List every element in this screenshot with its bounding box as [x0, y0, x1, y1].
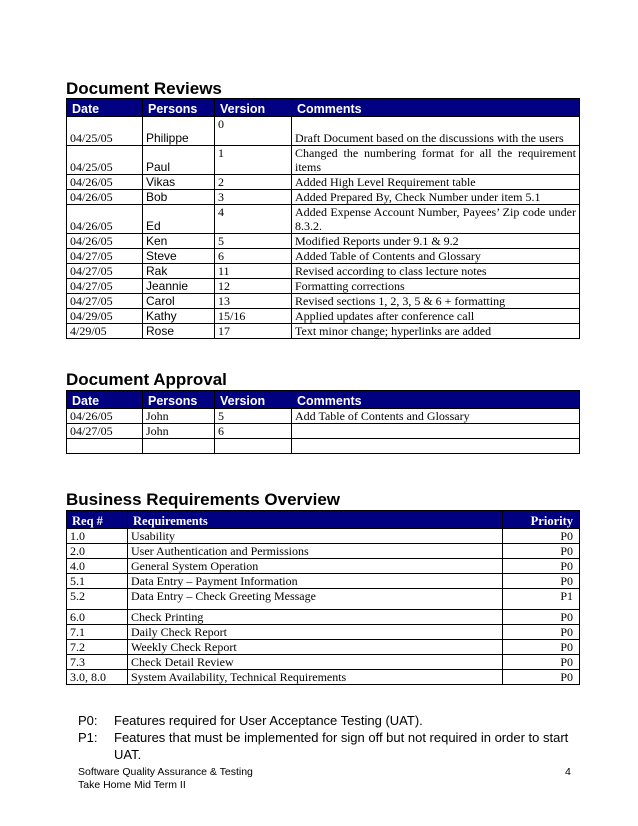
table-row: [67, 544, 580, 559]
cell-comment: Applied updates after conference call: [292, 309, 580, 324]
cell-person: John: [143, 424, 215, 439]
table-row: [67, 175, 580, 190]
cell-comment: Draft Document based on the discussions with the users: [292, 117, 580, 146]
table-row: [67, 249, 580, 264]
cell-date: [67, 439, 143, 454]
table-row: [67, 670, 580, 685]
cell-requirement: General System Operation: [128, 559, 503, 574]
approval-table: [66, 390, 580, 454]
cell-version: 1: [215, 146, 292, 175]
cell-person: Steve: [143, 249, 215, 264]
cell-person: Bob: [143, 190, 215, 205]
table-row: [67, 610, 580, 625]
cell-comment: Revised according to class lecture notes: [292, 264, 580, 279]
table-row: [67, 559, 580, 574]
table-row: [67, 529, 580, 544]
cell-comment: Added Prepared By, Check Number under item 5.1: [292, 190, 580, 205]
col-requirements-header: Requirements: [128, 511, 503, 529]
cell-req-number: 7.1: [67, 625, 128, 640]
cell-version: 6: [215, 249, 292, 264]
cell-requirement: Check Printing: [128, 610, 503, 625]
table-row: [67, 324, 580, 339]
cell-version: 4: [215, 205, 292, 234]
cell-version: 5: [215, 234, 292, 249]
legend-text: Features required for User Acceptance Testing (UAT).: [114, 713, 423, 728]
table-row: [67, 424, 580, 439]
cell-comment: [292, 439, 580, 454]
table-row: [67, 190, 580, 205]
table-row: [67, 655, 580, 670]
cell-comment: Modified Reports under 9.1 & 9.2: [292, 234, 580, 249]
cell-version: 0: [215, 117, 292, 146]
legend-text: Features that must be implemented for sign off but not required in order to start UAT.: [114, 730, 569, 762]
cell-date: 04/26/05: [67, 190, 143, 205]
approval-heading: Document Approval: [66, 370, 227, 389]
cell-req-number: 5.2: [67, 589, 128, 610]
cell-priority: P0: [503, 670, 580, 685]
table-row: [67, 205, 580, 234]
table-row: [67, 146, 580, 175]
cell-person: Ed: [143, 205, 215, 234]
approval-header-row: [67, 391, 580, 409]
cell-version: 6: [215, 424, 292, 439]
cell-person: [143, 439, 215, 454]
col-comments-header: Comments: [292, 391, 580, 409]
overview-table: [66, 510, 580, 685]
cell-priority: P0: [503, 625, 580, 640]
page-footer: [78, 766, 253, 792]
cell-version: 13: [215, 294, 292, 309]
cell-priority: P0: [503, 640, 580, 655]
cell-version: 17: [215, 324, 292, 339]
legend-key: P1:: [78, 730, 98, 745]
cell-date: 4/29/05: [67, 324, 143, 339]
cell-person: Jeannie: [143, 279, 215, 294]
cell-version: [215, 439, 292, 454]
cell-req-number: 5.1: [67, 574, 128, 589]
cell-requirement: Usability: [128, 529, 503, 544]
cell-comment: [292, 424, 580, 439]
cell-req-number: 7.3: [67, 655, 128, 670]
cell-person: Vikas: [143, 175, 215, 190]
cell-comment: Added Expense Account Number, Payees’ Zip code under 8.3.2.: [292, 205, 580, 234]
legend-p1: [78, 729, 578, 763]
cell-person: Carol: [143, 294, 215, 309]
cell-priority: P1: [503, 589, 580, 610]
cell-person: Ken: [143, 234, 215, 249]
cell-date: 04/27/05: [67, 279, 143, 294]
cell-version: 11: [215, 264, 292, 279]
cell-priority: P0: [503, 655, 580, 670]
cell-person: Rak: [143, 264, 215, 279]
cell-comment: Formatting corrections: [292, 279, 580, 294]
cell-comment: Add Table of Contents and Glossary: [292, 409, 580, 424]
table-row: [67, 279, 580, 294]
cell-version: 3: [215, 190, 292, 205]
cell-version: 5: [215, 409, 292, 424]
cell-date: 04/26/05: [67, 205, 143, 234]
cell-req-number: 7.2: [67, 640, 128, 655]
col-persons-header: Persons: [143, 99, 215, 117]
cell-req-number: 3.0, 8.0: [67, 670, 128, 685]
cell-comment: Changed the numbering format for all the requirement items: [292, 146, 580, 175]
cell-date: 04/25/05: [67, 117, 143, 146]
table-row: [67, 439, 580, 454]
col-persons-header: Persons: [143, 391, 215, 409]
table-row: [67, 589, 580, 610]
table-row: [67, 117, 580, 146]
cell-person: John: [143, 409, 215, 424]
cell-priority: P0: [503, 610, 580, 625]
col-req-header: Req #: [67, 511, 128, 529]
cell-person: Paul: [143, 146, 215, 175]
cell-person: Kathy: [143, 309, 215, 324]
priority-legend: [78, 712, 578, 763]
cell-date: 04/26/05: [67, 175, 143, 190]
cell-priority: P0: [503, 529, 580, 544]
page-number: 4: [565, 766, 571, 778]
cell-req-number: 6.0: [67, 610, 128, 625]
cell-date: 04/29/05: [67, 309, 143, 324]
cell-req-number: 2.0: [67, 544, 128, 559]
table-row: [67, 264, 580, 279]
overview-heading: Business Requirements Overview: [66, 490, 341, 509]
cell-version: 12: [215, 279, 292, 294]
cell-date: 04/27/05: [67, 264, 143, 279]
footer-course: Software Quality Assurance & Testing: [78, 766, 253, 778]
reviews-header-row: [67, 99, 580, 117]
table-row: [67, 640, 580, 655]
cell-person: Rose: [143, 324, 215, 339]
col-date-header: Date: [67, 391, 143, 409]
col-date-header: Date: [67, 99, 143, 117]
cell-version: 2: [215, 175, 292, 190]
cell-requirement: User Authentication and Permissions: [128, 544, 503, 559]
col-comments-header: Comments: [292, 99, 580, 117]
table-row: [67, 309, 580, 324]
cell-date: 04/27/05: [67, 249, 143, 264]
cell-comment: Text minor change; hyperlinks are added: [292, 324, 580, 339]
cell-date: 04/27/05: [67, 424, 143, 439]
cell-priority: P0: [503, 574, 580, 589]
cell-date: 04/27/05: [67, 294, 143, 309]
cell-date: 04/26/05: [67, 409, 143, 424]
legend-p0: [78, 712, 578, 729]
cell-comment: Added Table of Contents and Glossary: [292, 249, 580, 264]
table-row: [67, 234, 580, 249]
table-row: [67, 294, 580, 309]
cell-priority: P0: [503, 559, 580, 574]
cell-req-number: 4.0: [67, 559, 128, 574]
cell-date: 04/25/05: [67, 146, 143, 175]
table-row: [67, 409, 580, 424]
cell-requirement: Weekly Check Report: [128, 640, 503, 655]
reviews-table: [66, 98, 580, 339]
col-version-header: Version: [215, 99, 292, 117]
cell-comment: Revised sections 1, 2, 3, 5 & 6 + formatting: [292, 294, 580, 309]
cell-requirement: Data Entry – Payment Information: [128, 574, 503, 589]
col-version-header: Version: [215, 391, 292, 409]
cell-priority: P0: [503, 544, 580, 559]
reviews-heading: Document Reviews: [66, 79, 222, 98]
cell-requirement: Daily Check Report: [128, 625, 503, 640]
footer-assignment: Take Home Mid Term II: [78, 779, 186, 791]
cell-req-number: 1.0: [67, 529, 128, 544]
overview-header-row: [67, 511, 580, 529]
table-row: [67, 625, 580, 640]
col-priority-header: Priority: [503, 511, 580, 529]
cell-person: Philippe: [143, 117, 215, 146]
cell-requirement: System Availability, Technical Requirements: [128, 670, 503, 685]
cell-requirement: Data Entry – Check Greeting Message: [128, 589, 503, 610]
cell-version: 15/16: [215, 309, 292, 324]
cell-requirement: Check Detail Review: [128, 655, 503, 670]
legend-key: P0:: [78, 713, 98, 728]
table-row: [67, 574, 580, 589]
cell-date: 04/26/05: [67, 234, 143, 249]
cell-comment: Added High Level Requirement table: [292, 175, 580, 190]
